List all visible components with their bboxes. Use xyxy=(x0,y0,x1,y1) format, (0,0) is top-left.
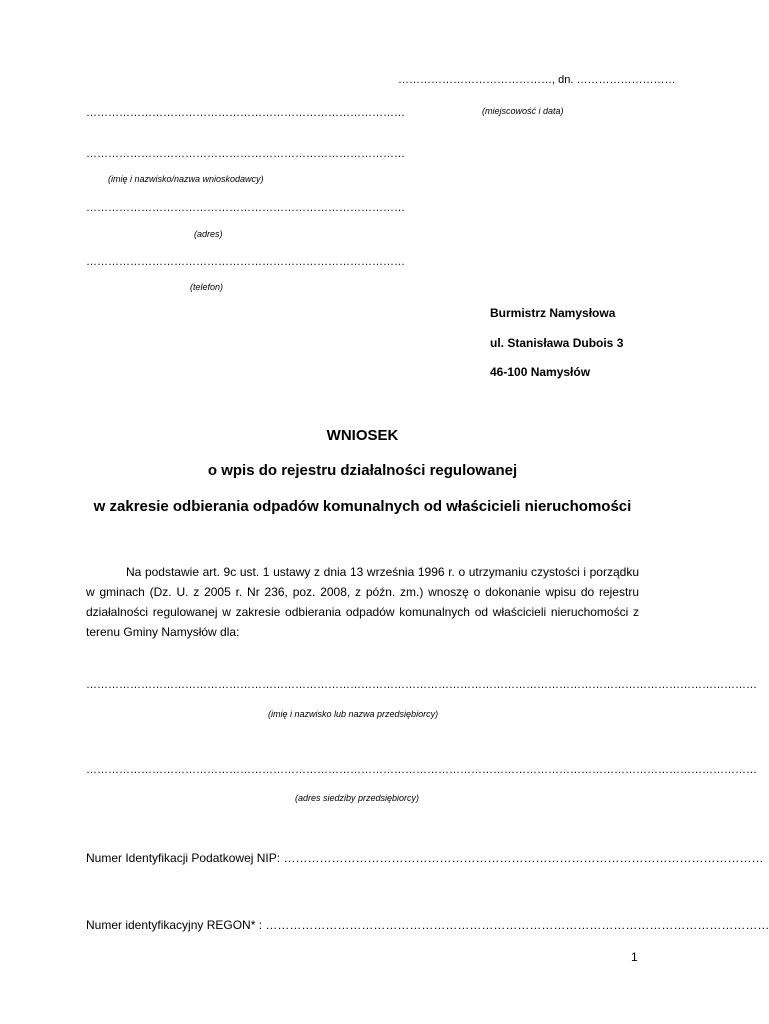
applicant-phone-line[interactable]: …………………………………………………………………………… xyxy=(86,256,405,268)
place-date-caption: (miejscowość i data) xyxy=(482,106,564,116)
place-date-line[interactable]: ……………………………………, dn. ……………………… xyxy=(398,74,676,86)
recipient-line-1: Burmistrz Namysłowa xyxy=(490,306,616,320)
recipient-line-3: 46-100 Namysłów xyxy=(490,365,591,379)
entrepreneur-address-line[interactable]: ………………………………………………………………………………………………………………………………………………………………… xyxy=(86,764,757,776)
applicant-line[interactable]: …………………………………………………………………………… xyxy=(86,107,405,119)
applicant-name-caption: (imię i nazwisko/nazwa wnioskodawcy) xyxy=(108,174,264,184)
applicant-address-line[interactable]: …………………………………………………………………………… xyxy=(86,202,405,214)
applicant-name-line[interactable]: …………………………………………………………………………… xyxy=(86,148,405,160)
document-subtitle-2: w zakresie odbierania odpadów komunalnych od właścicieli nieruchomości xyxy=(93,498,632,515)
document-title: WNIOSEK xyxy=(326,427,399,444)
page-number: 1 xyxy=(631,950,638,964)
applicant-address-caption: (adres) xyxy=(194,229,223,239)
document-subtitle-1: o wpis do rejestru działalności regulowanej xyxy=(207,462,518,479)
regon-field[interactable]: ……………………………………………………………………………………………………………… xyxy=(265,918,769,932)
request-paragraph: Na podstawie art. 9c ust. 1 ustawy z dnia 13 września 1996 r. o utrzymaniu czystości i porządku w gminach (Dz. U. z 2005 r. Nr 236, poz. 2008, z późn. zm.) wnoszę o dokonanie wpisu do rejestru działalności regulowanej w zakresie odbierania odpadów komunalnych od właścicieli nieruchomości z terenu Gminy Namysłów dla: xyxy=(86,565,639,639)
regon-label: Numer identyfikacyjny REGON* : xyxy=(86,918,263,932)
nip-label: Numer Identyfikacji Podatkowej NIP: xyxy=(86,851,281,865)
entrepreneur-name-line[interactable]: ………………………………………………………………………………………………………………………………………………………………… xyxy=(86,679,757,691)
nip-field[interactable]: ………………………………………………………………………………………………………… xyxy=(283,851,764,865)
regon-row xyxy=(86,918,769,932)
entrepreneur-name-caption: (imię i nazwisko lub nazwa przedsiębiorcy) xyxy=(268,709,439,719)
entrepreneur-address-caption: (adres siedziby przedsiębiorcy) xyxy=(295,793,420,803)
recipient-line-2: ul. Stanisława Dubois 3 xyxy=(490,336,624,350)
nip-row xyxy=(86,851,764,865)
applicant-phone-caption: (telefon) xyxy=(190,282,224,292)
